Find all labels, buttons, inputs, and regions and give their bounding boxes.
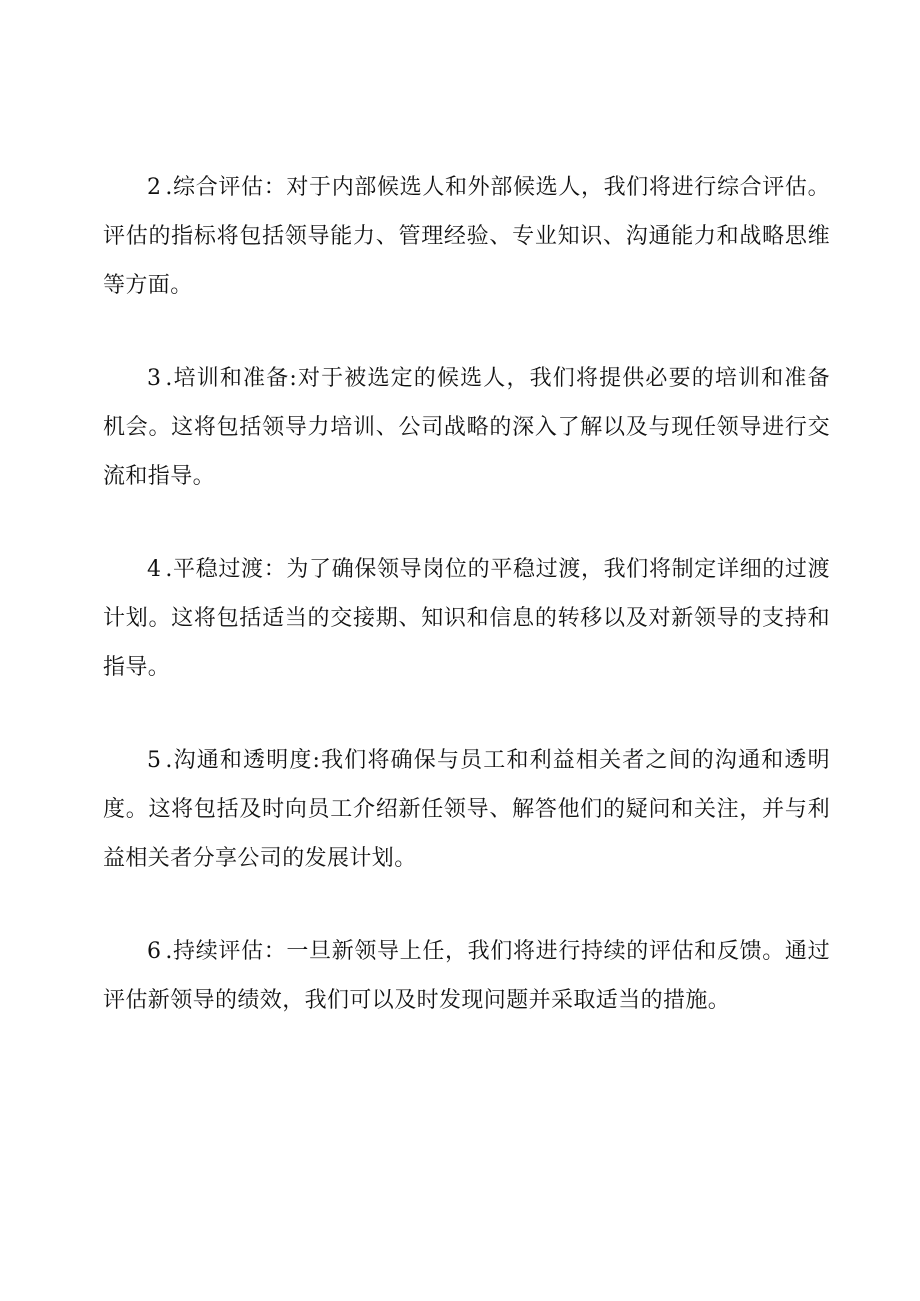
paragraph-number: 5 — [147, 748, 162, 773]
paragraph-text: .持续评估：一旦新领导上任，我们将进行持续的评估和反馈。通过评估新领导的绩效，我们可以及时发现问题并采取适当的措施。 — [103, 939, 830, 1013]
document-body — [103, 163, 830, 1069]
paragraph-item-6 — [103, 927, 830, 1025]
paragraph-text: .平稳过渡：为了确保领导岗位的平稳过渡，我们将制定详细的过渡计划。这将包括适当的交接期、知识和信息的转移以及对新领导的支持和指导。 — [103, 557, 830, 680]
paragraph-item-2 — [103, 163, 830, 310]
paragraph-number: 2 — [147, 175, 162, 200]
paragraph-number: 4 — [147, 557, 162, 582]
paragraph-text: .综合评估：对于内部候选人和外部候选人，我们将进行综合评估。评估的指标将包括领导能力、管理经验、专业知识、沟通能力和战略思维等方面。 — [103, 175, 830, 298]
paragraph-item-4 — [103, 545, 830, 692]
paragraph-number: 3 — [147, 366, 162, 391]
paragraph-text: .培训和准备:对于被选定的候选人，我们将提供必要的培训和准备机会。这将包括领导力培训、公司战略的深入了解以及与现任领导进行交流和指导。 — [103, 366, 830, 489]
paragraph-item-3 — [103, 354, 830, 501]
paragraph-item-5 — [103, 736, 830, 883]
paragraph-text: .沟通和透明度:我们将确保与员工和利益相关者之间的沟通和透明度。这将包括及时向员工介绍新任领导、解答他们的疑问和关注，并与利益相关者分享公司的发展计划。 — [103, 748, 830, 871]
paragraph-number: 6 — [147, 939, 162, 964]
